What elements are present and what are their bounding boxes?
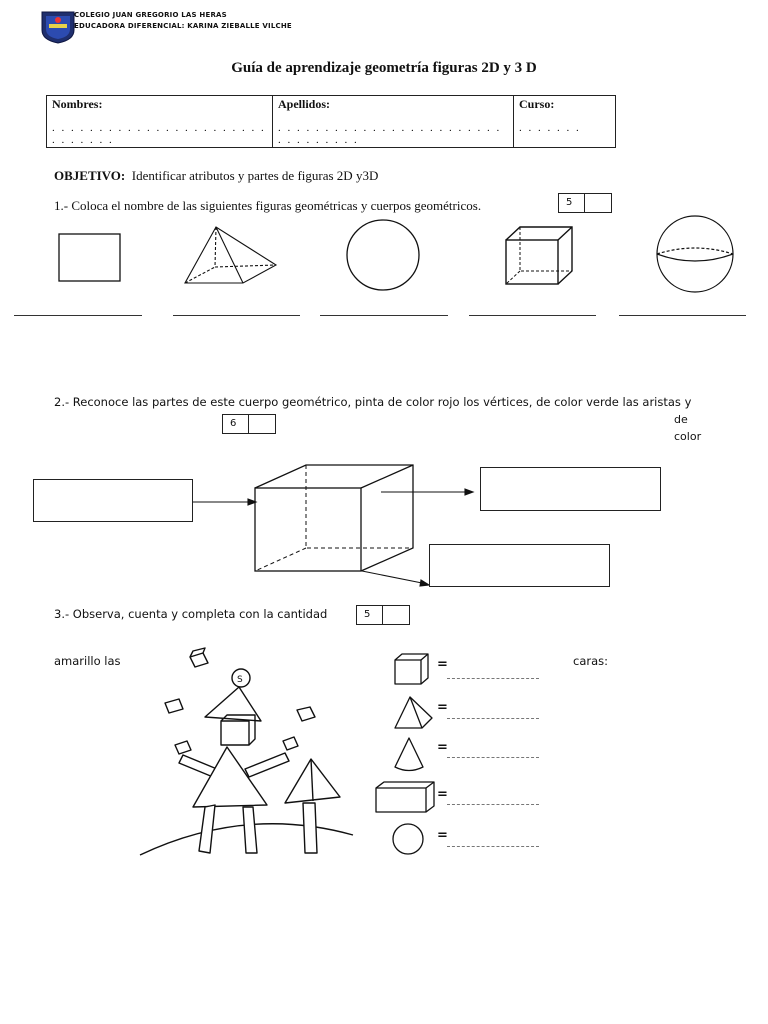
names-field[interactable] xyxy=(47,96,273,148)
names-dots: . . . . . . . . . . . . . . . . . . . . . . . . . . . . . . xyxy=(52,122,266,146)
q3-text: 3.- Observa, cuenta y completa con la cantidad xyxy=(54,607,328,621)
count-answer-line-5[interactable] xyxy=(447,846,539,847)
label-box-right-bottom[interactable] xyxy=(429,544,610,587)
q1-score: 5 xyxy=(559,194,585,212)
q1-score-box[interactable] xyxy=(558,193,612,213)
answer-line-5[interactable] xyxy=(619,315,746,316)
equals-5: = xyxy=(437,828,448,843)
surnames-dots: . . . . . . . . . . . . . . . . . . . . . . . . . . . . . . . . . xyxy=(278,122,502,146)
q2-continuation: amarillo las xyxy=(54,654,121,668)
q2-score-box[interactable] xyxy=(222,414,276,434)
q2-score: 6 xyxy=(223,415,249,433)
surnames-label: Apellidos: xyxy=(278,97,331,111)
objective-text: Identificar atributos y partes de figuras 2D y3D xyxy=(131,168,379,183)
shape-clown-illustration xyxy=(135,635,360,865)
equals-4: = xyxy=(437,787,448,802)
q3-score: 5 xyxy=(357,606,383,624)
label-box-left[interactable] xyxy=(33,479,193,522)
q2-right-word-2: color xyxy=(674,430,702,443)
course-dots: . . . . . . . xyxy=(519,122,581,134)
objective-label: OBJETIVO: xyxy=(54,168,126,183)
count-solids xyxy=(372,650,442,860)
q3-score-box[interactable] xyxy=(356,605,410,625)
objective xyxy=(54,168,378,184)
count-answer-line-1[interactable] xyxy=(447,678,539,679)
q1-text: 1.- Coloca el nombre de las siguientes figuras geométricas y cuerpos geométricos. xyxy=(54,198,482,213)
svg-text:S: S xyxy=(237,675,243,685)
answer-line-2[interactable] xyxy=(173,315,300,316)
q2-right-word-1: de xyxy=(674,413,688,426)
sphere-shape xyxy=(657,216,733,292)
q2-text: 2.- Reconoce las partes de este cuerpo geométrico, pinta de color rojo los vértices, de color verde las aristas y xyxy=(54,395,692,409)
equals-3: = xyxy=(437,740,448,755)
answer-line-1[interactable] xyxy=(14,315,142,316)
equals-1: = xyxy=(437,657,448,672)
surnames-field[interactable] xyxy=(273,96,514,148)
square-shape xyxy=(59,234,120,281)
circle-shape xyxy=(347,220,419,290)
course-field[interactable] xyxy=(514,96,616,148)
student-info-table xyxy=(46,95,616,148)
school-logo xyxy=(40,10,76,44)
q2-end-word: caras: xyxy=(573,654,609,668)
count-answer-line-4[interactable] xyxy=(447,804,539,805)
pyramid-shape xyxy=(185,227,276,283)
cube-shape xyxy=(506,227,572,284)
answer-line-3[interactable] xyxy=(320,315,448,316)
teacher-name: EDUCADORA DIFERENCIAL: KARINA ZIEBALLE VILCHE xyxy=(74,22,292,30)
shapes-row xyxy=(0,215,768,325)
answer-line-4[interactable] xyxy=(469,315,596,316)
count-answer-line-3[interactable] xyxy=(447,757,539,758)
count-answer-line-2[interactable] xyxy=(447,718,539,719)
course-label: Curso: xyxy=(519,97,555,111)
equals-2: = xyxy=(437,700,448,715)
school-name: COLEGIO JUAN GREGORIO LAS HERAS xyxy=(74,11,227,19)
label-box-right-top[interactable] xyxy=(480,467,661,511)
names-label: Nombres: xyxy=(52,97,103,111)
page-title: Guía de aprendizaje geometría figuras 2D y 3 D xyxy=(231,60,537,76)
